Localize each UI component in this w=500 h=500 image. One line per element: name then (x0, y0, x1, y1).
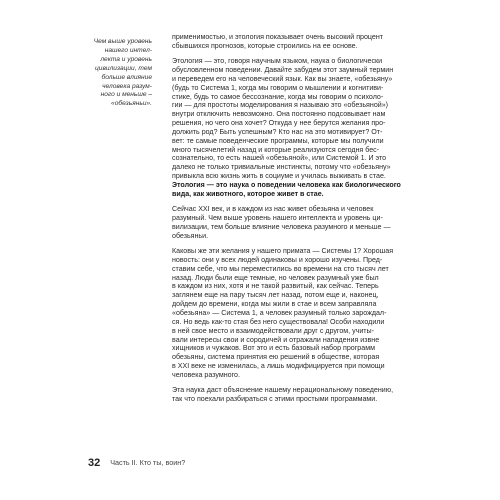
margin-note (60, 38, 152, 109)
text-line: в ней свое место и взаимодействовали друг с другом, учиты- (172, 326, 375, 335)
text-line: вилизации, тем больше влияние человека разумного и меньше — (172, 222, 391, 231)
text-line: сбывшихся прогнозов, которые строились на ее основе. (172, 41, 358, 50)
page-number: 32 (88, 457, 101, 469)
text-line: и переведем его на человеческий язык. Как вы знаете, «обезьяну» (172, 74, 393, 83)
bold-text-line: вида, как животного, которое живет в стае. (172, 189, 324, 198)
paragraph (172, 205, 452, 240)
text-line: «обезьяна» — Система 1, а человек разумный только зарождал- (172, 308, 387, 317)
text-line: вет: те самые поведенческие программы, которые мы получили (172, 136, 384, 145)
paragraph (172, 57, 452, 199)
text-line: Этология — это, говоря научным языком, наука о биологически (172, 57, 383, 66)
paragraph (172, 33, 452, 51)
text-line: обусловленном поведении. Давайте забудем этот заумный термин (172, 66, 394, 75)
text-line: заглянем еще на пару тысяч лет назад, потом еще и, наконец, (172, 291, 379, 300)
text-line: привыкла всю жизнь жить в социуме и училась выживать в стае. (172, 172, 386, 181)
margin-note-line: Чем выше уровень (93, 38, 152, 45)
page-footer (88, 457, 185, 469)
text-line: в XXI веке не изменилась, а лишь модифицируется при помощи (172, 362, 385, 371)
text-line: стике, будь то самое бессознание, когда мы говорим о психоло- (172, 92, 384, 101)
text-line: новость: они у всех людей одинаковы и хорошо изучены. Пред- (172, 255, 383, 264)
text-line: Сейчас XXI век, и в каждом из нас живет обезьяна и человек (172, 205, 374, 214)
margin-note-line: ного и меньше – (100, 91, 152, 99)
paragraph (172, 247, 452, 380)
text-line: обезьяны, система принятия ею решений в обществе, которая (172, 353, 380, 362)
text-line: решения, но чего она хочет? Откуда у нее берутся желания про- (172, 119, 386, 128)
text-line: далеко не только тривиальные инстинкты, потому что «обезьяну» (172, 163, 391, 172)
text-line: применимостью, и этология показывает очень высокий процент (172, 33, 384, 41)
margin-note-line: нашего интел- (104, 46, 152, 54)
text-line: назад. Люди были еще темные, но человек разумный уже был (172, 273, 379, 282)
margin-note-line: больше влияние (101, 73, 152, 81)
margin-note-line: лекта и уровень (100, 55, 152, 63)
text-line: вали интересы свои и сородичей и отражали нападения извне (172, 335, 380, 344)
text-line: много тысячелетий назад и которые реализуются сегодня бес- (172, 145, 380, 154)
text-line: в каждом из них, хотя и не такой развитый, как сейчас. Теперь (172, 282, 379, 291)
text-line: разумный. Чем выше уровень нашего интеллекта и уровень ци- (172, 214, 383, 223)
text-line: обезьяньи. (172, 231, 209, 240)
text-line: Каковы же эти желания у нашего примата — Системы 1? Хорошая (172, 247, 394, 256)
text-line: хищников и чужаков. Вот это и есть базовый набор программ (172, 344, 375, 353)
text-line: внутри отключить невозможно. Она постоянно подсовывает нам (172, 110, 386, 119)
margin-note-line: «обезьяньи». (111, 100, 152, 108)
text-line: ся. Но ведь как-то стая без него существовала! Особи находили (172, 317, 385, 326)
text-line: Эта наука даст объяснение нашему нерациональному поведению, (172, 386, 394, 395)
text-line: сознательно, то есть нашей «обезьяной», или Системой 1. И это (172, 154, 387, 163)
text-line: так что поехали разбираться с этими простыми программами. (172, 395, 378, 404)
text-line: (будь то Система 1, когда мы говорим о мышлении и когнитиви- (172, 83, 384, 92)
text-line: гии — для простоты моделирования я называю это «обезьяной») (172, 101, 389, 110)
text-line: ставим себе, что мы переместились во времени на сто тысяч лет (172, 264, 389, 273)
text-line: дойдем до времени, когда мы жили в стае и всем заправляла (172, 300, 377, 309)
text-line: должить род? Быть успешным? Кто нас на это мотивирует? От- (172, 127, 383, 136)
bold-text-line: Этология — это наука о поведении человека как биологического (172, 181, 401, 189)
margin-note-line: цивилизации, тем (95, 64, 152, 72)
text-line: человека разумного. (172, 370, 240, 379)
paragraph (172, 386, 452, 404)
main-text (172, 33, 452, 404)
chapter-title: Часть II. Кто ты, воин? (110, 458, 186, 467)
margin-note-line: человека разум- (102, 82, 152, 90)
